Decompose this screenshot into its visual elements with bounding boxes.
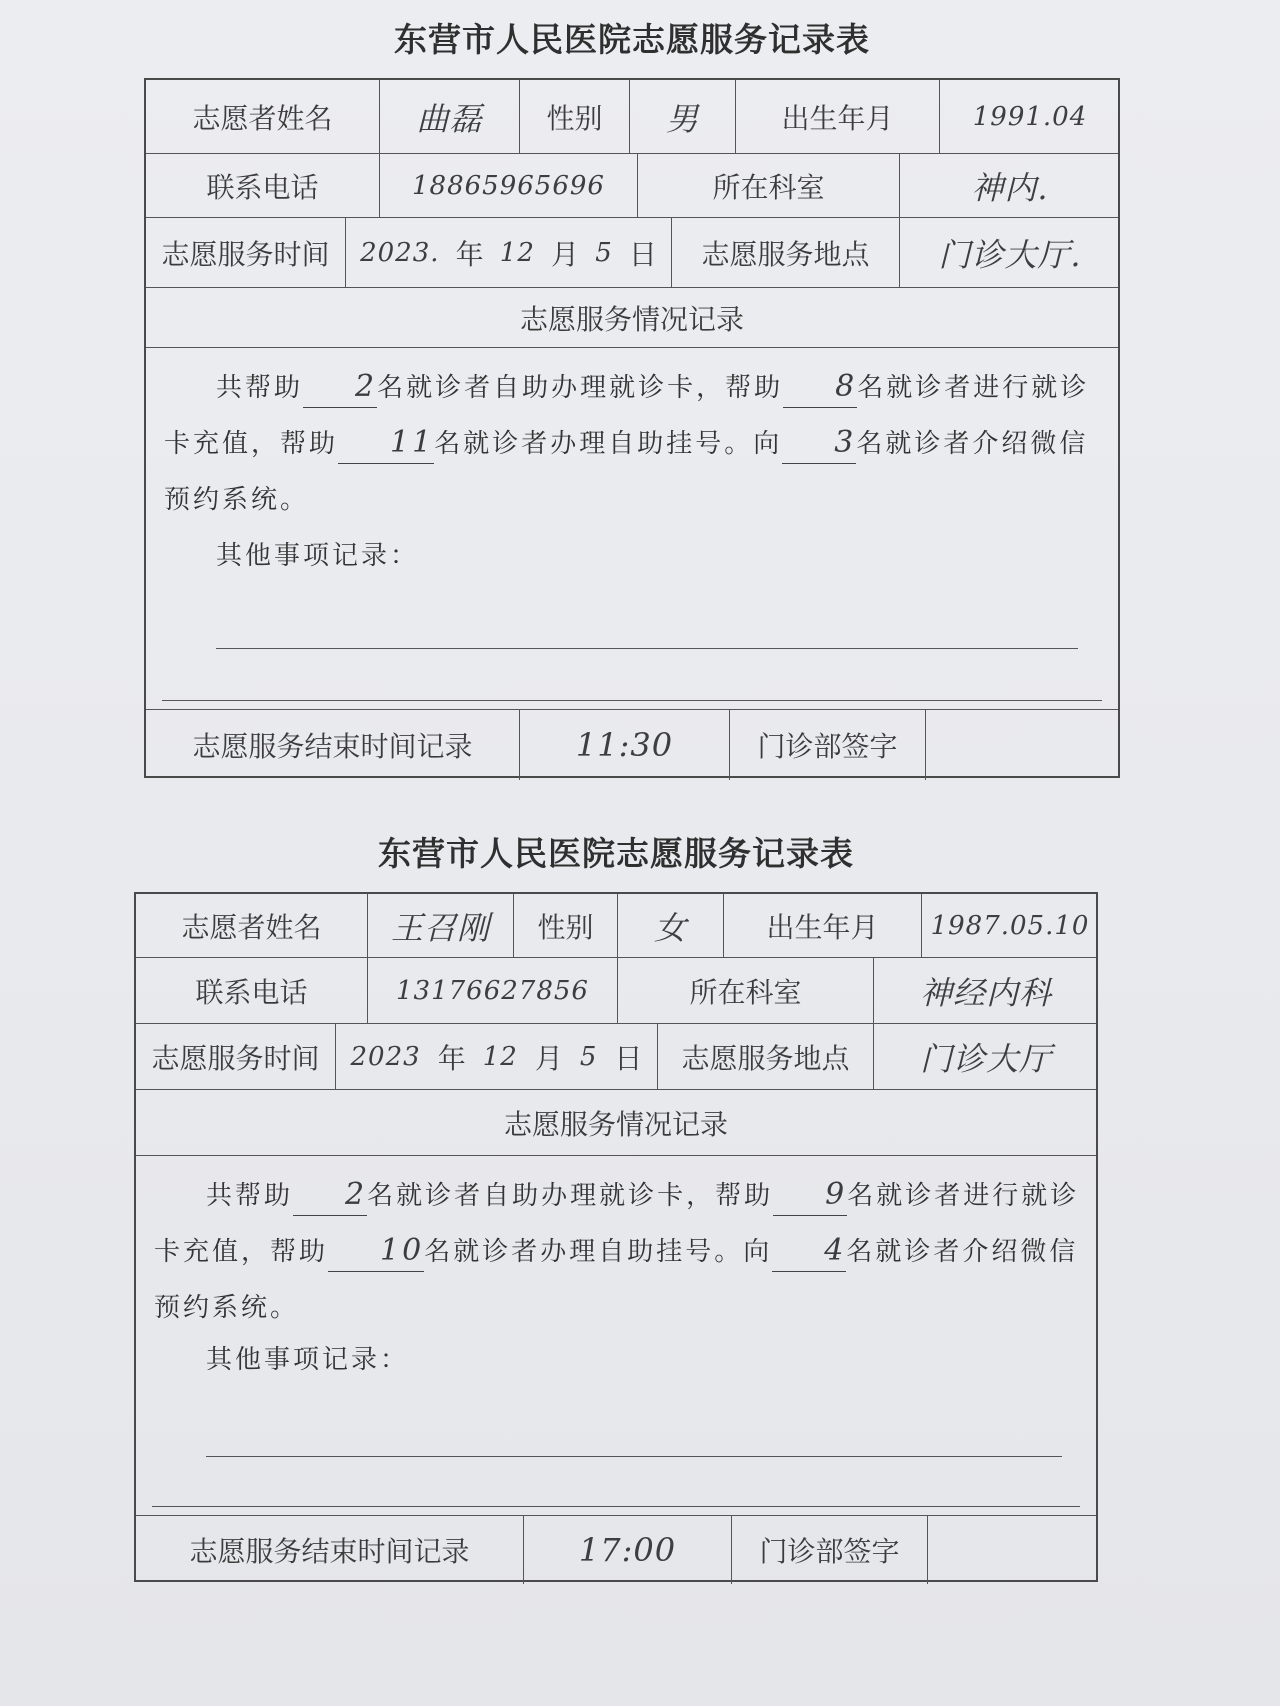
value-sign[interactable] bbox=[926, 710, 1120, 780]
value-year[interactable]: 2023. bbox=[360, 237, 440, 268]
label-sign: 门诊部签字 bbox=[732, 1516, 928, 1584]
value-phone[interactable]: 18865965696 bbox=[380, 154, 638, 217]
label-day: 日 bbox=[628, 237, 657, 271]
record-text-1: 共帮助 bbox=[216, 373, 304, 403]
record-text-2: 名就诊者自助办理就诊卡，帮助 bbox=[377, 373, 784, 403]
value-birth[interactable]: 1991.04 bbox=[972, 101, 1088, 132]
value-birth[interactable]: 1987.05.10 bbox=[930, 910, 1090, 941]
record-body bbox=[136, 1156, 1096, 1516]
label-service-time: 志愿服务时间 bbox=[136, 1024, 336, 1089]
value-service-place[interactable]: 门诊大厅 bbox=[919, 1039, 1052, 1078]
label-dept: 所在科室 bbox=[638, 154, 900, 217]
value-phone[interactable]: 13176627856 bbox=[368, 958, 618, 1023]
value-month[interactable]: 12 bbox=[499, 237, 535, 268]
notes-line-2[interactable] bbox=[162, 700, 1102, 701]
value-day[interactable]: 5 bbox=[579, 1041, 598, 1072]
label-month: 月 bbox=[534, 1041, 563, 1075]
count-wechat-intro[interactable]: 4 bbox=[772, 1231, 846, 1272]
value-service-date[interactable] bbox=[336, 1024, 658, 1089]
value-service-date[interactable] bbox=[346, 218, 672, 287]
value-service-place[interactable]: 门诊大厅. bbox=[938, 235, 1082, 274]
count-card-issue[interactable]: 2 bbox=[303, 367, 377, 408]
form-title: 东营市人民医院志愿服务记录表 bbox=[378, 834, 854, 873]
count-card-issue[interactable]: 2 bbox=[293, 1175, 367, 1216]
value-dept[interactable]: 神内. bbox=[971, 168, 1049, 207]
value-name[interactable]: 曲磊 bbox=[380, 80, 520, 153]
section-title: 志愿服务情况记录 bbox=[503, 1107, 728, 1141]
value-dept[interactable]: 神经内科 bbox=[919, 973, 1052, 1012]
label-birth: 出生年月 bbox=[736, 80, 940, 153]
value-day[interactable]: 5 bbox=[595, 237, 613, 268]
record-paragraph bbox=[154, 1168, 1082, 1336]
record-text-5: 名就诊者介绍微信预约系统。 bbox=[164, 429, 1089, 515]
count-wechat-intro[interactable]: 3 bbox=[782, 423, 856, 464]
notes-line-2[interactable] bbox=[152, 1506, 1080, 1507]
label-end-time: 志愿服务结束时间记录 bbox=[146, 710, 520, 780]
label-month: 月 bbox=[551, 237, 580, 271]
value-month[interactable]: 12 bbox=[482, 1041, 518, 1072]
value-end-time[interactable]: 11:30 bbox=[520, 710, 730, 780]
label-service-place: 志愿服务地点 bbox=[658, 1024, 874, 1089]
label-sign: 门诊部签字 bbox=[730, 710, 926, 780]
label-end-time: 志愿服务结束时间记录 bbox=[136, 1516, 524, 1584]
section-title: 志愿服务情况记录 bbox=[519, 302, 744, 336]
record-text-3: 名就诊者进行就诊卡充值，帮助 bbox=[164, 373, 1090, 459]
count-self-register[interactable]: 10 bbox=[328, 1231, 424, 1272]
record-form-1 bbox=[144, 20, 1120, 778]
value-gender[interactable]: 男 bbox=[630, 80, 736, 153]
label-name: 志愿者姓名 bbox=[146, 80, 380, 153]
record-paragraph bbox=[164, 360, 1104, 528]
label-year: 年 bbox=[437, 1041, 466, 1075]
label-gender: 性别 bbox=[514, 894, 618, 957]
label-phone: 联系电话 bbox=[136, 958, 368, 1023]
notes-line-1[interactable] bbox=[216, 648, 1078, 649]
record-text-4: 名就诊者办理自助挂号。向 bbox=[424, 1237, 773, 1267]
label-gender: 性别 bbox=[520, 80, 630, 153]
count-self-register[interactable]: 11 bbox=[338, 423, 434, 464]
other-notes-label: 其他事项记录： bbox=[216, 541, 420, 571]
label-day: 日 bbox=[614, 1041, 643, 1075]
count-card-topup[interactable]: 9 bbox=[773, 1175, 847, 1216]
record-text-4: 名就诊者办理自助挂号。向 bbox=[434, 429, 783, 459]
value-sign[interactable] bbox=[928, 1516, 1098, 1584]
record-form-2 bbox=[134, 834, 1098, 1582]
value-end-time[interactable]: 17:00 bbox=[524, 1516, 732, 1584]
record-text-2: 名就诊者自助办理就诊卡，帮助 bbox=[367, 1181, 774, 1211]
value-year[interactable]: 2023 bbox=[350, 1041, 421, 1072]
notes-line-1[interactable] bbox=[206, 1456, 1062, 1457]
count-card-topup[interactable]: 8 bbox=[783, 367, 857, 408]
label-dept: 所在科室 bbox=[618, 958, 874, 1023]
value-gender[interactable]: 女 bbox=[618, 894, 724, 957]
label-year: 年 bbox=[455, 237, 484, 271]
value-name[interactable]: 王召刚 bbox=[368, 894, 514, 957]
record-text-1: 共帮助 bbox=[206, 1181, 294, 1211]
label-name: 志愿者姓名 bbox=[136, 894, 368, 957]
record-body bbox=[146, 348, 1118, 710]
label-service-place: 志愿服务地点 bbox=[672, 218, 900, 287]
record-text-3: 名就诊者进行就诊卡充值，帮助 bbox=[154, 1181, 1080, 1267]
label-service-time: 志愿服务时间 bbox=[146, 218, 346, 287]
record-text-5: 名就诊者介绍微信预约系统。 bbox=[154, 1237, 1079, 1323]
label-phone: 联系电话 bbox=[146, 154, 380, 217]
form-title: 东营市人民医院志愿服务记录表 bbox=[394, 20, 870, 59]
label-birth: 出生年月 bbox=[724, 894, 922, 957]
other-notes-label: 其他事项记录： bbox=[206, 1345, 410, 1375]
